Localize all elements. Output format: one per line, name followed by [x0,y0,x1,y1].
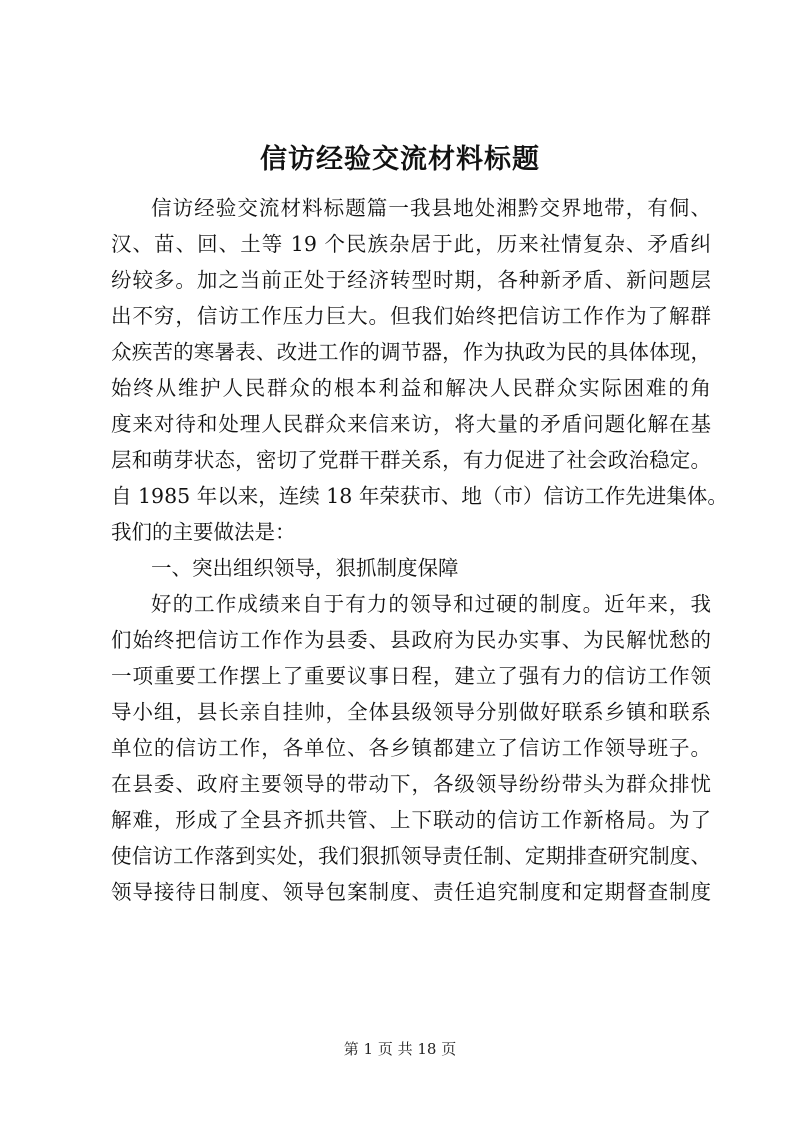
paragraph-line: 们始终把信访工作作为县委、县政府为民办实事、为民解忧愁的 [111,628,711,652]
paragraph-line: 自 1985 年以来，连续 18 年荣获市、地（市）信访工作先进集体。 [111,484,728,508]
paragraph-line: 出不穷，信访工作压力巨大。但我们始终把信访工作作为了解群 [111,304,711,328]
paragraph-line: 层和萌芽状态，密切了党群干群关系，有力促进了社会政治稳定。 [111,448,711,472]
paragraph-line: 使信访工作落到实处，我们狠抓领导责任制、定期排查研究制度、 [111,844,711,868]
paragraph-line: 我们的主要做法是： [111,520,296,544]
document-title: 信访经验交流材料标题 [260,144,540,175]
paragraph-line: 领导接待日制度、领导包案制度、责任追究制度和定期督查制度 [111,880,711,904]
paragraph-line: 信访经验交流材料标题篇一我县地处湘黔交界地带，有侗、 [151,196,711,220]
page-number: 第 1 页 共 18 页 [343,1040,457,1058]
paragraph-line: 在县委、政府主要领导的带动下，各级领导纷纷带头为群众排忧 [111,772,711,796]
paragraph-line: 众疾苦的寒暑表、改进工作的调节器，作为执政为民的具体体现， [111,340,711,364]
paragraph-line: 好的工作成绩来自于有力的领导和过硬的制度。近年来，我 [151,592,711,616]
paragraph-line: 一项重要工作摆上了重要议事日程，建立了强有力的信访工作领 [111,664,711,688]
section-heading: 一、突出组织领导，狠抓制度保障 [151,556,459,580]
paragraph-line: 单位的信访工作，各单位、各乡镇都建立了信访工作领导班子。 [111,736,711,760]
paragraph-line: 导小组，县长亲自挂帅，全体县级领导分别做好联系乡镇和联系 [111,700,711,724]
paragraph-line: 始终从维护人民群众的根本利益和解决人民群众实际困难的角 [111,376,711,400]
paragraph-line: 解难，形成了全县齐抓共管、上下联动的信访工作新格局。为了 [111,808,711,832]
paragraph-line: 汉、苗、回、土等 19 个民族杂居于此，历来社情复杂、矛盾纠 [111,232,711,256]
paragraph-line: 度来对待和处理人民群众来信来访，将大量的矛盾问题化解在基 [111,412,711,436]
paragraph-line: 纷较多。加之当前正处于经济转型时期，各种新矛盾、新问题层 [111,268,711,292]
